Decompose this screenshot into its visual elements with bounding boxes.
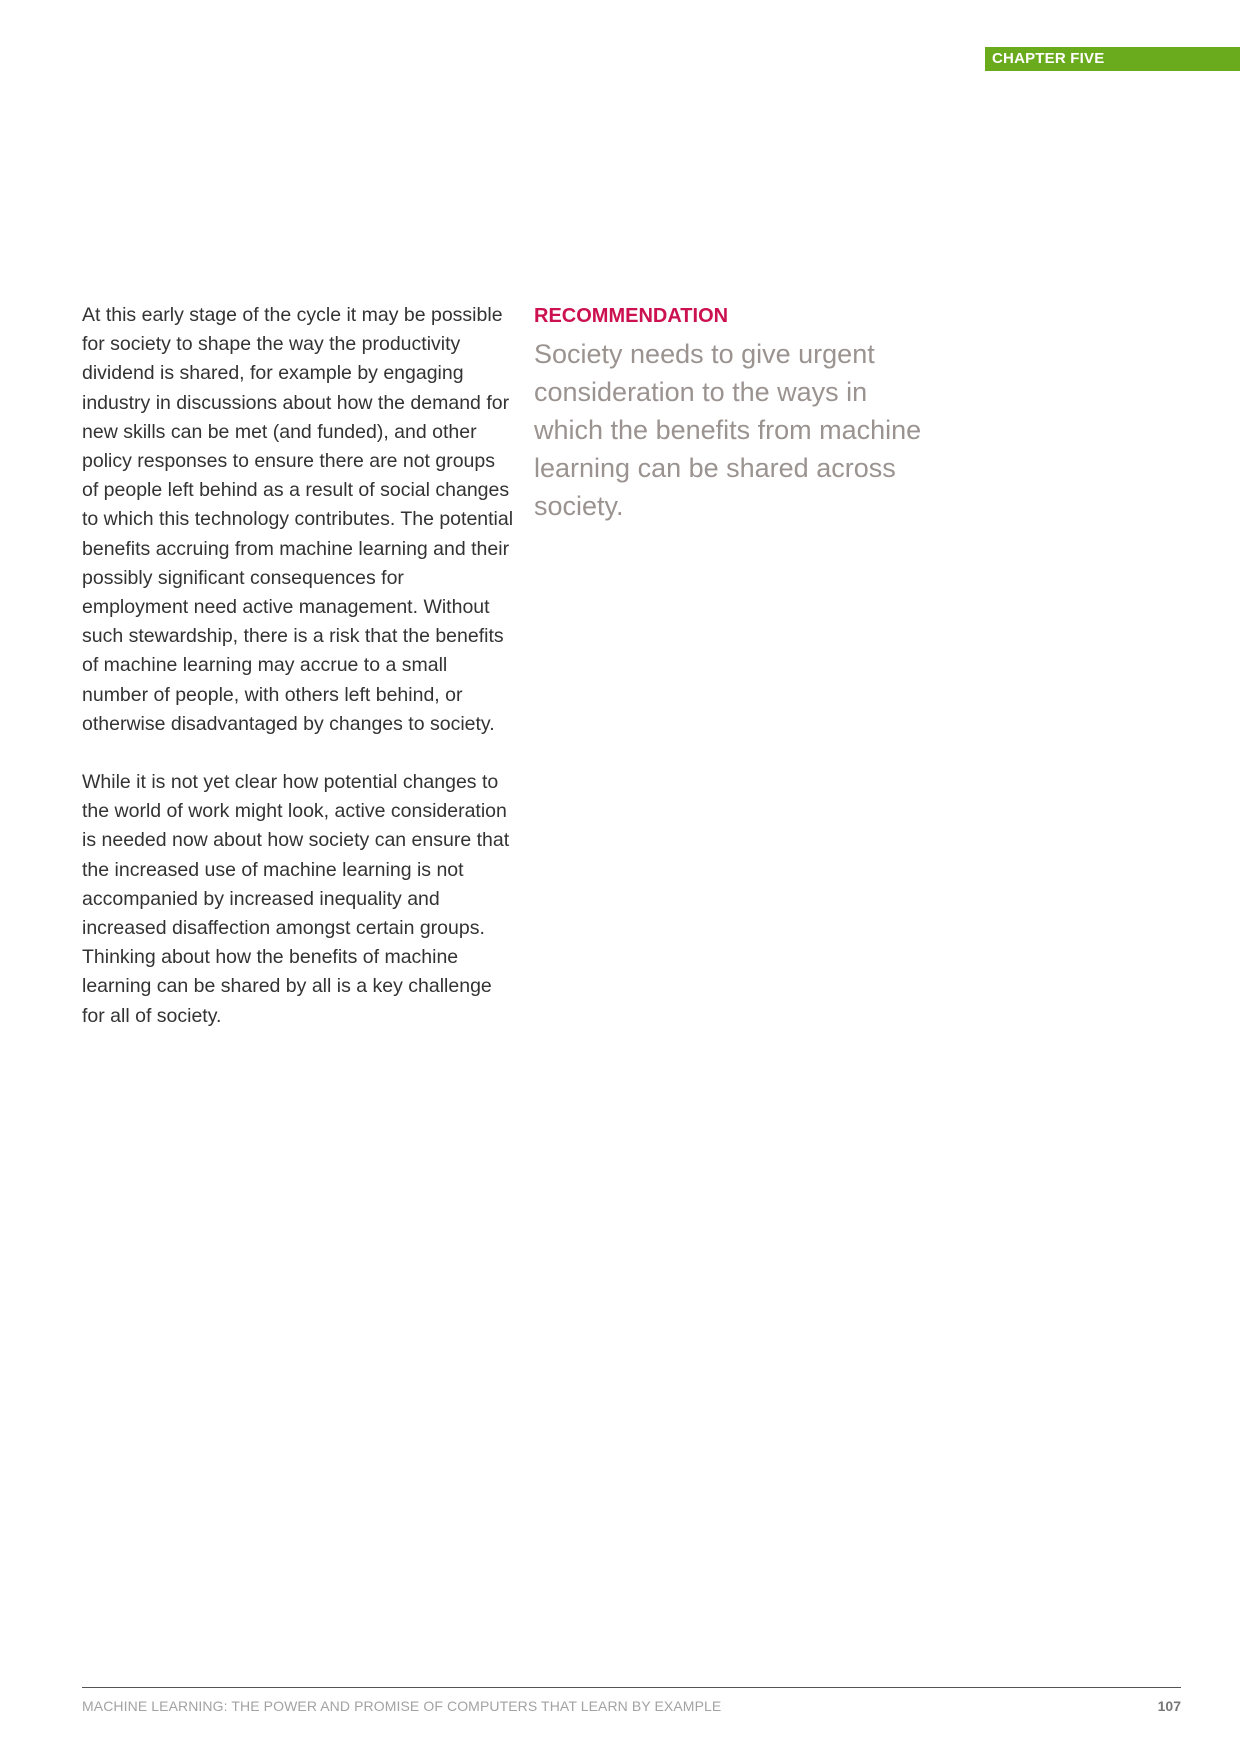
footer-title: MACHINE LEARNING: THE POWER AND PROMISE OF COMPUTERS THAT LEARN BY EXAMPLE [82, 1698, 722, 1714]
body-paragraph: At this early stage of the cycle it may be possible for society to shape the way the productivity dividend is shared, for example by engaging industry in discussions about how the demand for new skills can be met (and funded), and other policy responses to ensure there are not groups of people left behind as a result of social changes to which this technology contributes. The potential benefits accruing from machine learning and their possibly significant consequences for employment need active management. Without such stewardship, there is a risk that the benefits of machine learning may accrue to a small number of people, with others left behind, or otherwise disadvantaged by changes to society. [82, 304, 514, 735]
body-paragraph: While it is not yet clear how potential changes to the world of work might look, active consideration is needed now about how society can ensure that the increased use of machine learning is not accompanied by increased inequality and increased disaffection amongst certain groups. Thinking about how the benefits of machine learning can be shared by all is a key challenge for all of society. [82, 771, 510, 1027]
recommendation-text: Society needs to give urgent consideration to the ways in which the benefits from machine learning can be shared across society. [534, 339, 922, 521]
recommendation-heading: RECOMMENDATION [534, 305, 729, 327]
footer-divider [82, 1687, 1181, 1688]
page-number: 107 [1157, 1698, 1181, 1714]
recommendation-box [534, 301, 934, 525]
body-text-column [82, 301, 514, 1060]
chapter-label: CHAPTER FIVE [985, 47, 1240, 71]
